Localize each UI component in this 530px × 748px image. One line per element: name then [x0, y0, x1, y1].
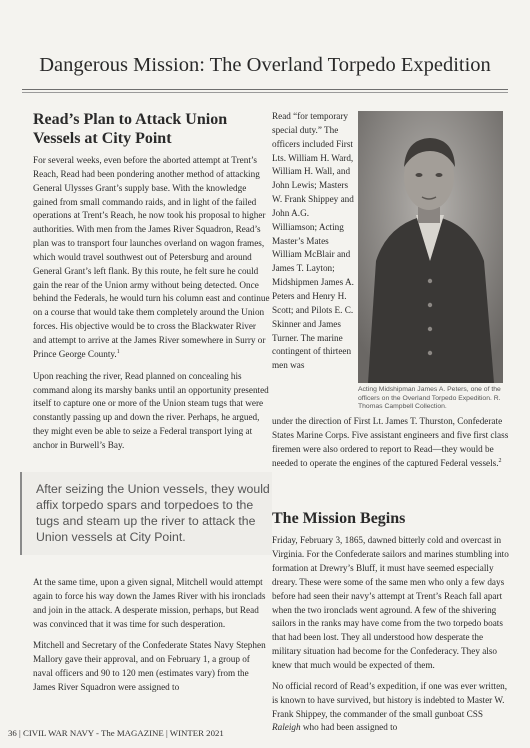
- body-paragraph: At the same time, upon a given signal, Mitchell would attempt again to force his way down the James River with his ironclads and join in the attack. A desperate mission, perhaps, but Read was convinced that it was time for such desperation.: [33, 577, 266, 629]
- paragraph-text: who had been assigned to: [300, 722, 398, 733]
- portrait-photo: [358, 111, 503, 383]
- paragraph-text: No official record of Read’s expedition, if one was ever written, is known to have survived, but history is indebted to Master W. Frank Shippey, the commander of the small gunboat CSS: [272, 680, 508, 719]
- endnote-marker: 2: [498, 457, 502, 464]
- photo-caption: Acting Midshipman James A. Peters, one of the officers on the Overland Torpedo Expedition. R. Thomas Campbell Collection.: [358, 386, 501, 411]
- body-paragraph: Mitchell and Secretary of the Confederate States Navy Stephen Mallory gave their approval, and on February 1, a group of naval officers and 90 to 120 men (estimates vary) from the James River Squadron were assigned to: [33, 640, 266, 692]
- section-heading-plan: Read’s Plan to Attack Union Vessels at City Point: [33, 111, 228, 147]
- left-column-bottom: [33, 576, 271, 695]
- body-paragraph: Friday, February 3, 1865, dawned bitterly cold and overcast in Virginia. For the Confederate sailors and marines stumbling into formation at Drewry’s Bluff, it must have seemed especially dreary. These were some of the same men who only a few days before had seen their navy’s attempt at Trent’s Reach fall apart when the two ironclads went aground. A few of the shivering sailors in the ranks may have come from the two torpedo boats that had been lost. They all understood how desperate the military situation had become for the Confederacy. They also knew that much would be expected of them.: [272, 535, 509, 670]
- paragraph-text: under the direction of First Lt. James T. Thurston, Confederate States Marine Corps. Five assistant engineers and five first class firemen were also ordered to report to Read—they would be needed to operate the engines of the captured Federal vessels.: [272, 416, 509, 468]
- pull-quote: After seizing the Union vessels, they would affix torpedo spars and torpedoes to the tugs and steam up the river to attack the Union vessels at City Point.: [20, 472, 272, 555]
- title-rule-thin: [22, 92, 508, 93]
- body-paragraph: Read “for temporary special duty.” The officers included First Lts. William H. Ward, William H. Wall, and John Lewis; Masters W. Frank Shippey and John A.G. Williamson; Acting Master’s Mates William McBlair and James T. Layton; Midshipmen James A. Peters and Henry H. Scott; and Pilots E. C. Skinner and James Turner. The marine contingent of thirteen men was: [272, 111, 354, 371]
- endnote-marker: 1: [116, 348, 120, 355]
- section-heading-mission: The Mission Begins: [272, 510, 406, 528]
- body-paragraph: [272, 680, 510, 735]
- page-footer: 36 | CIVIL WAR NAVY - The MAGAZINE | WINTER 2021: [8, 728, 224, 738]
- left-column-top: [33, 110, 271, 453]
- body-paragraph: [33, 154, 271, 362]
- ship-name: Raleigh: [272, 722, 301, 733]
- body-paragraph: Upon reaching the river, Read planned on concealing his command along its marshy banks until an opportunity presented itself to capture one or more of the Union steam tugs that were constantly passing up and down the river. Perhaps, he argued, they might even be able to seize a Federal transport lying at anchor in Burwell’s Bay.: [33, 370, 269, 450]
- right-column: [272, 415, 510, 735]
- page-title: Dangerous Mission: The Overland Torpedo Expedition: [39, 54, 491, 76]
- portrait-figure-icon: [358, 111, 503, 383]
- paragraph-text: For several weeks, even before the aborted attempt at Trent’s Reach, Read had been pondering another method of attacking General Ulysses Grant’s supply base. With the knowledge gained from small commando raids, and in light of the failed operations at Trent’s Reach, he now took his proposal to higher authorities. With men from the James River Squadron, Read’s plan was to transport four launches overland on wagon frames, which would travel southwest out of Petersburg and around General Grant’s left flank. By this route, he felt sure he could gain the rear of the Union army without being detected. Once behind the Federals, he would turn his column east and continue on a course that would take them completely around the Union forces. His objective would be to cross the Blackwater River and attempt to arrive at the James River somewhere in Surry or Prince George County.: [33, 155, 270, 359]
- body-paragraph: [272, 415, 510, 470]
- narrow-column: [272, 110, 355, 373]
- title-rule: [22, 89, 508, 90]
